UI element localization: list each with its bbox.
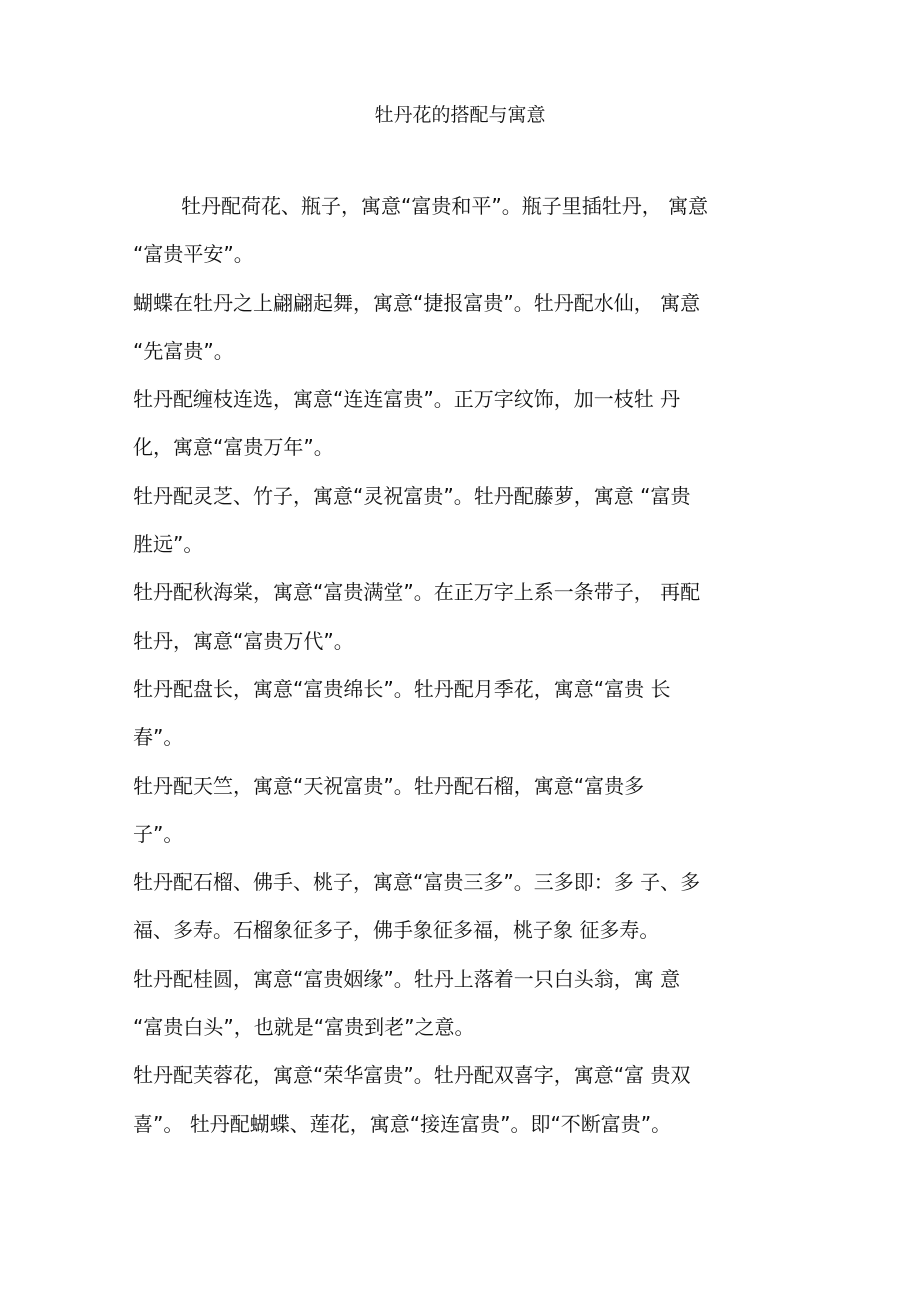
text-line: 牡丹配桂圆，寓意“富贵姻缘”。牡丹上落着一只白头翁，寓 意 <box>133 966 681 991</box>
document-body <box>133 186 833 1152</box>
text-line: 牡丹配盘长，寓意“富贵绵长”。牡丹配月季花，寓意“富贵 长 <box>133 676 671 701</box>
text-line: 牡丹配缠枝连选，寓意“连连富贵”。正万字纹饰，加一枝牡 丹 <box>133 387 681 412</box>
text-line: 喜”。 牡丹配蝴蝶、莲花，寓意“接连富贵”。即“不断富贵”。 <box>133 1111 672 1136</box>
text-line: 胜远”。 <box>133 532 204 557</box>
text-line: “富贵平安”。 <box>133 242 254 267</box>
text-line: 牡丹配秋海棠，寓意“富贵满堂”。在正万字上系一条带子， 再配 <box>133 580 701 605</box>
text-line: 牡丹配灵芝、竹子，寓意“灵祝富贵”。牡丹配藤萝，寓意 “富贵 <box>133 483 691 508</box>
text-line: 牡丹，寓意“富贵万代”。 <box>133 628 354 653</box>
text-line: 春”。 <box>133 725 184 750</box>
text-line: “富贵白头”，也就是“富贵到老”之意。 <box>133 1015 475 1040</box>
text-line: 化，寓意“富贵万年”。 <box>133 435 334 460</box>
text-line: “先富贵”。 <box>133 338 234 363</box>
text-line: 牡丹配荷花、瓶子，寓意“富贵和平”。瓶子里插牡丹， 寓意 <box>181 194 709 218</box>
document-title: 牡丹花的搭配与寓意 <box>374 104 546 126</box>
text-line: 福、多寿。石榴象征多子，佛手象征多福，桃子象 征多寿。 <box>133 918 660 943</box>
text-line: 牡丹配天竺，寓意“天祝富贵”。牡丹配石榴，寓意“富贵多 <box>133 773 645 798</box>
text-line: 牡丹配石榴、佛手、桃子，寓意“富贵三多”。三多即：多 子、多 <box>133 870 701 895</box>
text-line: 子”。 <box>133 821 184 846</box>
text-line: 蝴蝶在牡丹之上翩翩起舞，寓意“捷报富贵”。牡丹配水仙， 寓意 <box>133 290 701 315</box>
text-line: 牡丹配芙蓉花，寓意“荣华富贵”。牡丹配双喜字，寓意“富 贵双 <box>133 1063 691 1088</box>
